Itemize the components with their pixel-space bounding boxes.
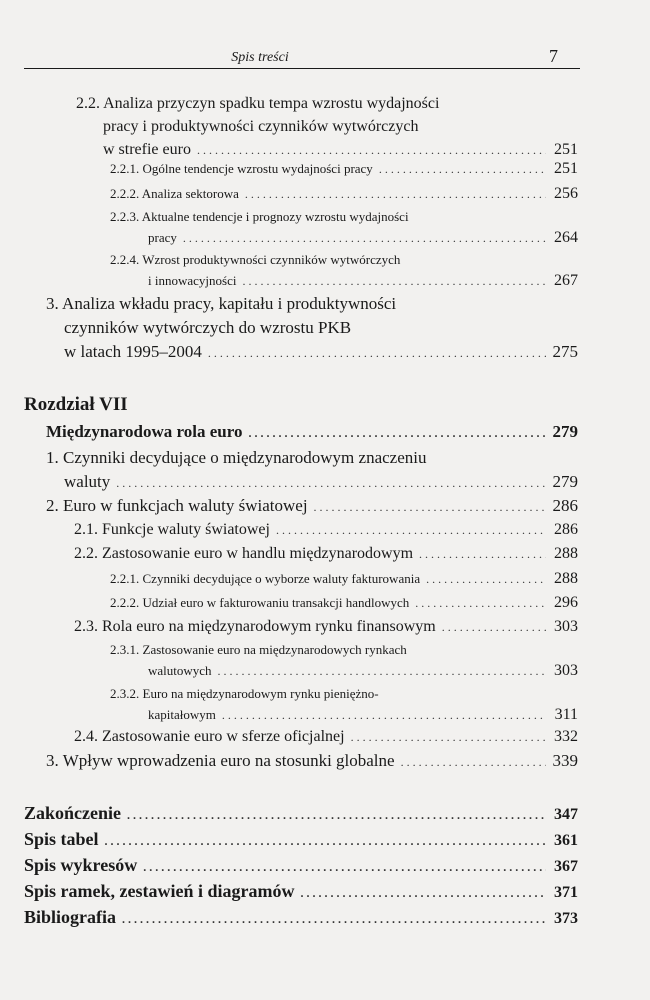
running-header-title: Spis treści bbox=[231, 50, 289, 65]
toc-entry-text: 2. Euro w funkcjach waluty światowej bbox=[46, 496, 308, 515]
toc-page-number: 264 bbox=[554, 229, 578, 246]
toc-entry-ch7-2-3-1 bbox=[110, 639, 578, 682]
page-number: 7 bbox=[549, 46, 558, 66]
dot-leader bbox=[300, 880, 546, 906]
toc-entry-text-line: czynników wytwórczych do wzrostu PKB bbox=[64, 318, 352, 337]
toc-backmatter-bibliografia bbox=[24, 904, 578, 932]
toc-entry-text: Zakończenie bbox=[24, 803, 121, 823]
dot-leader bbox=[442, 616, 546, 639]
toc-page-number: 296 bbox=[554, 594, 578, 611]
toc-entry-ch7-2-2-1 bbox=[110, 568, 578, 590]
toc-page-number: 339 bbox=[552, 751, 578, 770]
toc-entry-text-line: 2.2.3. Aktualne tendencje i prognozy wzrostu wydajności bbox=[110, 209, 409, 224]
toc-entry-text-line: 1. Czynniki decydujące o międzynarodowym znaczeniu bbox=[46, 448, 427, 467]
dot-leader bbox=[242, 271, 546, 292]
toc-page-number: 279 bbox=[552, 422, 578, 441]
toc-entry-text: 3. Wpływ wprowadzenia euro na stosunki globalne bbox=[46, 751, 395, 770]
toc-entry-ch7-2-2 bbox=[74, 542, 578, 566]
toc-entry-text: 2.2. Zastosowanie euro w handlu międzynarodowym bbox=[74, 545, 414, 562]
toc-page-number: 303 bbox=[554, 618, 578, 635]
dot-leader bbox=[379, 159, 546, 180]
toc-entry-ch7-2-1 bbox=[74, 518, 578, 542]
toc-page-number: 347 bbox=[554, 806, 578, 823]
toc-entry-2-2-4 bbox=[110, 249, 578, 292]
header-rule bbox=[24, 68, 580, 69]
toc-entry-text: 2.1. Funkcje waluty światowej bbox=[74, 521, 270, 538]
toc-entry-text: Spis ramek, zestawień i diagramów bbox=[24, 881, 295, 901]
dot-leader bbox=[208, 341, 546, 365]
toc-entry-ch7-2-4 bbox=[74, 725, 578, 749]
toc-entry-text: 2.2.1. Czynniki decydujące o wyborze waluty fakturowania bbox=[110, 571, 421, 586]
dot-leader bbox=[245, 184, 546, 205]
dot-leader bbox=[401, 750, 546, 774]
toc-entry-text: 2.3. Rola euro na międzynarodowym rynku finansowym bbox=[74, 618, 436, 635]
toc-entry-ch7-2-3-2 bbox=[110, 683, 578, 726]
toc-entry-2-2-2 bbox=[110, 183, 578, 205]
toc-entry-text: Międzynarodowa rola euro bbox=[46, 422, 243, 441]
dot-leader bbox=[426, 569, 546, 590]
toc-page-number: 361 bbox=[554, 832, 578, 849]
toc-entry-text-line: pracy i produktywności czynników wytwórczych bbox=[103, 118, 419, 135]
toc-page-number: 275 bbox=[552, 342, 578, 361]
toc-page-number: 303 bbox=[554, 662, 578, 679]
toc-entry-text: 2.2.1. Ogólne tendencje wzrostu wydajności pracy bbox=[110, 161, 373, 176]
dot-leader bbox=[415, 593, 546, 614]
toc-entry-text-line: 2.2.4. Wzrost produktywności czynników wytwórczych bbox=[110, 252, 401, 267]
toc-page-number: 286 bbox=[552, 496, 578, 515]
toc-entry-text: 2.2.2. Analiza sektorowa bbox=[110, 186, 239, 201]
toc-entry-text: Bibliografia bbox=[24, 907, 117, 927]
toc-page-number: 279 bbox=[552, 472, 578, 491]
toc-backmatter-zakonczenie bbox=[24, 800, 578, 828]
toc-entry-text-line: i innowacyjności bbox=[148, 273, 237, 288]
toc-page-number: 371 bbox=[554, 884, 578, 901]
toc-entry-2-2 bbox=[76, 92, 578, 162]
toc-page-number: 288 bbox=[554, 545, 578, 562]
toc-entry-2-2-3 bbox=[110, 206, 578, 249]
dot-leader bbox=[218, 661, 546, 682]
toc-entry-text-line: 3. Analiza wkładu pracy, kapitału i produktywności bbox=[46, 294, 397, 313]
dot-leader bbox=[222, 705, 546, 726]
toc-page-number: 288 bbox=[554, 570, 578, 587]
toc-page-number: 373 bbox=[554, 910, 578, 927]
dot-leader bbox=[276, 519, 546, 542]
toc-entry-ch7-2-2-2 bbox=[110, 592, 578, 614]
toc-page-number: 311 bbox=[554, 706, 578, 723]
dot-leader bbox=[122, 906, 546, 932]
dot-leader bbox=[314, 495, 546, 519]
chapter-heading: Rozdział VII bbox=[24, 394, 128, 415]
toc-entry-text-line: kapitałowym bbox=[148, 707, 216, 722]
toc-entry-text-line: walutowych bbox=[148, 663, 212, 678]
toc-entry-ch7-3 bbox=[46, 749, 578, 774]
toc-page-number: 267 bbox=[554, 272, 578, 289]
dot-leader bbox=[127, 802, 546, 828]
toc-page-number: 256 bbox=[554, 185, 578, 202]
toc-page-number: 332 bbox=[554, 728, 578, 745]
toc-entry-text: 2.2.2. Udział euro w fakturowaniu transakcji handlowych bbox=[110, 595, 410, 610]
toc-entry-text-line: 2.2. Analiza przyczyn spadku tempa wzrostu wydajności bbox=[76, 95, 440, 112]
toc-entry-text-line: w latach 1995–2004 bbox=[64, 342, 202, 361]
dot-leader bbox=[116, 471, 546, 495]
toc-entry-text-line: 2.3.1. Zastosowanie euro na międzynarodowych rynkach bbox=[110, 642, 407, 657]
dot-leader bbox=[351, 726, 546, 749]
toc-entry-text-line: 2.3.2. Euro na międzynarodowym rynku pieniężno- bbox=[110, 686, 379, 701]
toc-entry-text: Spis wykresów bbox=[24, 855, 138, 875]
toc-entry-text-line: w strefie euro bbox=[103, 141, 191, 158]
dot-leader bbox=[419, 543, 546, 566]
toc-page-number: 286 bbox=[554, 521, 578, 538]
toc-entry-text-line: waluty bbox=[64, 472, 111, 491]
toc-backmatter-spis-ramek bbox=[24, 878, 578, 906]
toc-backmatter-spis-tabel bbox=[24, 826, 578, 854]
toc-page-number: 251 bbox=[554, 160, 578, 177]
toc-entry-2-2-1 bbox=[110, 158, 578, 180]
toc-entry-3 bbox=[46, 292, 578, 365]
toc-entry-ch7-2 bbox=[46, 494, 578, 519]
toc-entry-text: 2.4. Zastosowanie euro w sferze oficjalnej bbox=[74, 728, 345, 745]
toc-page-number: 367 bbox=[554, 858, 578, 875]
dot-leader bbox=[105, 828, 546, 854]
dot-leader bbox=[248, 421, 546, 445]
dot-leader bbox=[183, 228, 546, 249]
toc-backmatter-spis-wykresow bbox=[24, 852, 578, 880]
dot-leader bbox=[143, 854, 546, 880]
toc-page-number: 251 bbox=[554, 141, 578, 158]
toc-entry-text: Spis tabel bbox=[24, 829, 99, 849]
toc-entry-ch7-1 bbox=[46, 446, 578, 495]
chapter-title bbox=[46, 420, 578, 445]
toc-entry-ch7-2-3 bbox=[74, 615, 578, 639]
toc-entry-text-line: pracy bbox=[148, 230, 177, 245]
